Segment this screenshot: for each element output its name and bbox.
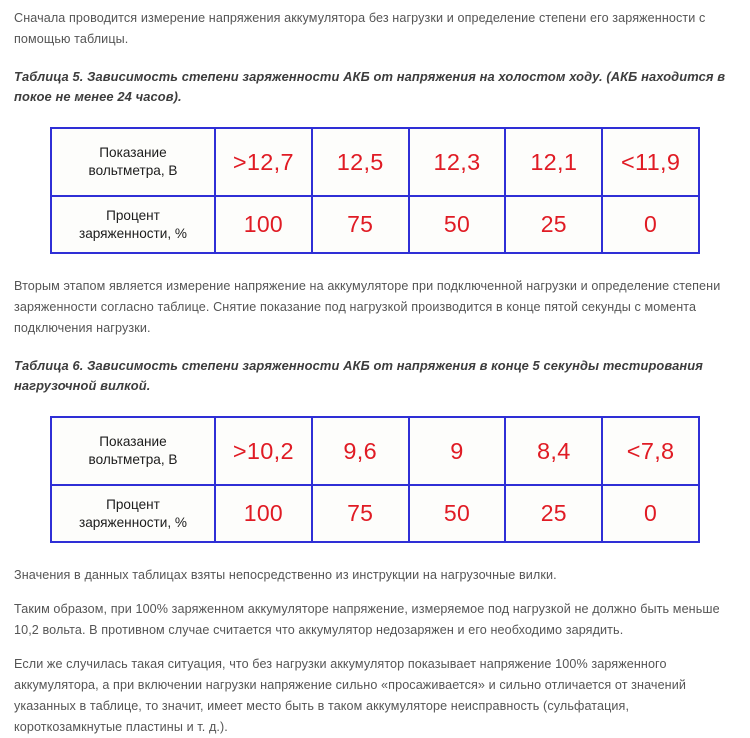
fault-paragraph: Если же случилась такая ситуация, что без нагрузки аккумулятор показывает напряжение 100% заряженного аккумулятора, а при включении нагрузки напряжение сильно «просаживается» и сильно отличается от значений указанных в таблице, то значит, имеет место быть в таком аккумуляторе неисправность (сульфатация, короткозамкнутые пластины и т. д.). [14,657,687,734]
spacer [14,107,736,127]
cell-voltage-25: 8,4 [505,417,602,485]
cell-voltage-50: 9 [409,417,506,485]
table6-wrapper [14,416,736,543]
table-row [51,485,699,542]
row-label-voltage [51,417,215,485]
label-line-2: заряженности, % [78,225,188,241]
spacer [14,586,736,599]
intro-paragraph: Сначала проводится измерение напряжения аккумулятора без нагрузки и определение степени его заряженности с помощью таблицы. [14,11,706,46]
cell-percent-0: 0 [602,196,699,253]
row-label-percent [51,485,215,542]
cell-voltage-75: 9,6 [312,417,409,485]
cell-voltage-75: 12,5 [312,128,409,196]
table-row [51,417,699,485]
label-line-1: Показание [99,145,167,160]
table-load-voltage [50,416,700,543]
cell-voltage-100: >12,7 [215,128,312,196]
spacer [14,543,736,565]
label-line-1: Процент [106,496,160,512]
cell-voltage-50: 12,3 [409,128,506,196]
cell-percent-50: 50 [409,196,506,253]
table-row [51,196,699,253]
table-row [51,128,699,196]
table5-caption: Таблица 5. Зависимость степени заряженности АКБ от напряжения на холостом ходу. (АКБ находится в покое не менее 24 часов). [14,69,726,104]
spacer [14,50,736,67]
label-line-2: вольтметра, В [88,163,178,178]
table6-caption: Таблица 6. Зависимость степени заряженности АКБ от напряжения в конце 5 секунды тестирования нагрузочной вилкой. [14,358,703,393]
cell-percent-25: 25 [505,196,602,253]
cell-percent-75: 75 [312,196,409,253]
spacer [14,339,736,356]
cell-percent-25: 25 [505,485,602,542]
cell-voltage-0: <7,8 [602,417,699,485]
spacer [14,396,736,416]
label-line-2: вольтметра, В [88,452,178,467]
cell-percent-75: 75 [312,485,409,542]
row-label-voltage [51,128,215,196]
middle-paragraph: Вторым этапом является измерение напряжение на аккумуляторе при подключенной нагрузки и определение степени заряженности согласно таблице. Снятие показание под нагрузкой производится в конце пятой секунды с момента подключения нагрузки. [14,279,721,335]
cell-voltage-100: >10,2 [215,417,312,485]
conclusion-paragraph: Таким образом, при 100% заряженном аккумуляторе напряжение, измеряемое под нагрузкой не должно быть меньше 10,2 вольта. В противном случае считается что аккумулятор недозаряжен и его необходимо зарядить. [14,602,720,637]
table5-wrapper [14,127,736,254]
cell-percent-100: 100 [215,485,312,542]
label-line-1: Процент [106,207,160,223]
label-line-2: заряженности, % [78,514,188,530]
cell-voltage-0: <11,9 [602,128,699,196]
label-line-1: Показание [99,434,167,449]
note-paragraph: Значения в данных таблицах взяты непосредственно из инструкции на нагрузочные вилки. [14,568,557,582]
cell-voltage-25: 12,1 [505,128,602,196]
spacer [14,254,736,276]
row-label-percent [51,196,215,253]
cell-percent-100: 100 [215,196,312,253]
table-idle-voltage [50,127,700,254]
cell-percent-0: 0 [602,485,699,542]
cell-percent-50: 50 [409,485,506,542]
spacer [14,641,736,654]
